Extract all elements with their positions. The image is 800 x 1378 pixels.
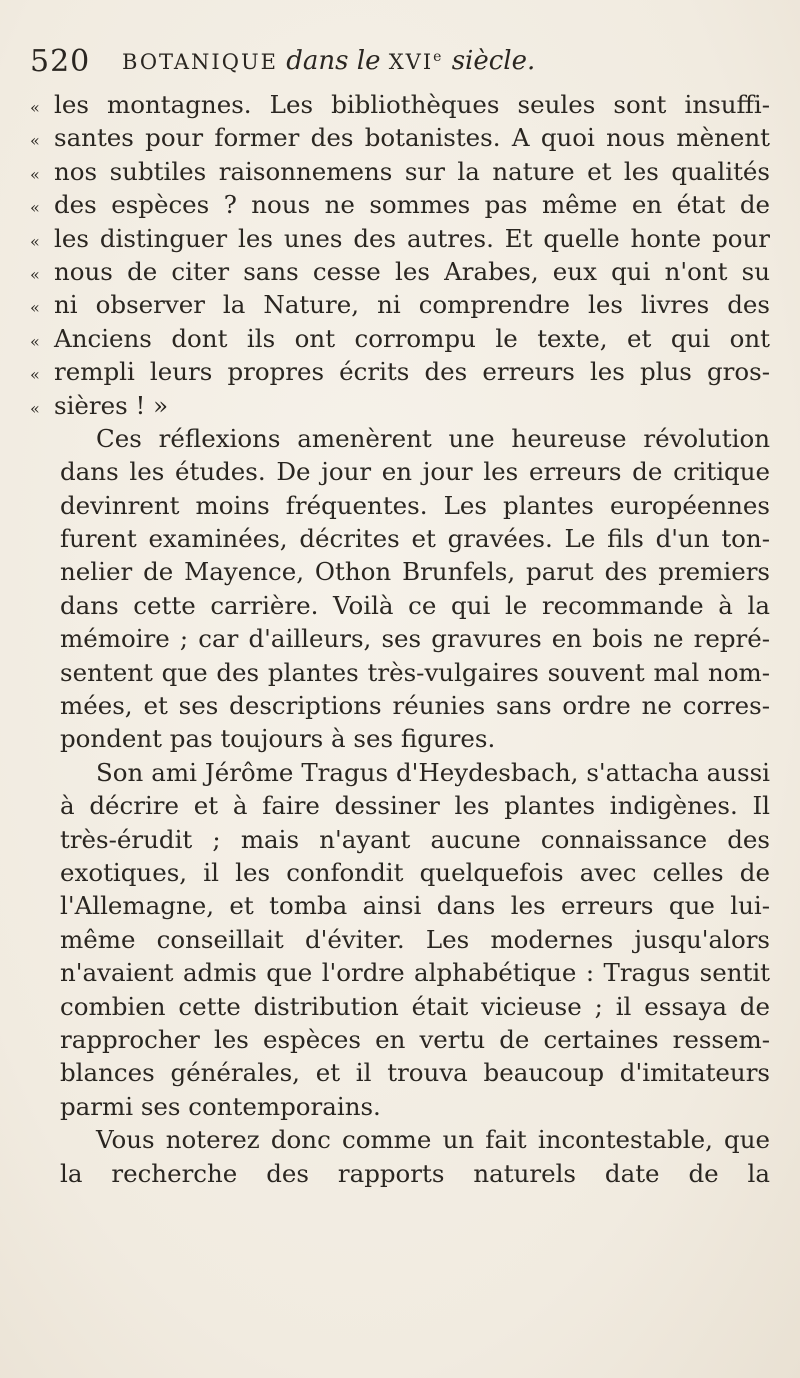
text-line <box>30 355 770 388</box>
text-line <box>30 990 770 1023</box>
running-title <box>122 46 535 76</box>
text-line <box>30 689 770 722</box>
text-line <box>30 956 770 989</box>
quote-mark: « <box>30 264 40 284</box>
text-line <box>30 823 770 856</box>
running-title-italic-1: dans le <box>286 46 381 76</box>
line-text: rempli leurs propres écrits des erreurs les plus gros- <box>54 357 770 387</box>
line-text: nelier de Mayence, Othon Brunfels, parut des premiers <box>60 557 770 587</box>
text-line <box>30 1157 770 1190</box>
line-text: n'avaient admis que l'ordre alphabétique : Tragus sentit <box>60 958 770 988</box>
text-line <box>30 322 770 355</box>
line-text: Anciens dont ils ont corrompu le texte, et qui ont <box>54 323 770 353</box>
text-line <box>30 455 770 488</box>
text-line <box>30 1090 770 1123</box>
line-text: l'Allemagne, et tomba ainsi dans les erreurs que lui- <box>60 891 770 921</box>
quote-mark: « <box>30 365 40 385</box>
line-text: mées, et ses descriptions réunies sans ordre ne corres- <box>60 691 770 721</box>
line-text: les montagnes. Les bibliothèques seules sont insuffi- <box>54 90 770 119</box>
running-title-century: XVIe <box>388 49 444 74</box>
line-text: pondent pas toujours à ses figures. <box>60 724 496 754</box>
line-text: mémoire ; car d'ailleurs, ses gravures en bois ne repré- <box>60 624 770 654</box>
quote-mark: « <box>30 331 40 351</box>
text-line <box>30 1023 770 1056</box>
text-line <box>30 722 770 755</box>
quote-mark: « <box>30 131 40 151</box>
quote-mark: « <box>30 398 40 418</box>
text-line <box>30 555 770 588</box>
line-text: Ces réflexions amenèrent une heureuse révolution <box>96 423 770 453</box>
text-line <box>30 889 770 922</box>
line-text: santes pour former des botanistes. A quoi nous mènent <box>54 123 770 153</box>
text-line <box>30 522 770 555</box>
text-line <box>30 288 770 321</box>
line-text: Son ami Jérôme Tragus d'Heydesbach, s'attacha aussi <box>96 757 770 787</box>
text-line <box>30 756 770 789</box>
text-line <box>30 422 770 455</box>
line-text: combien cette distribution était vicieuse ; il essaya de <box>60 991 770 1021</box>
line-text: nos subtiles raisonnemens sur la nature et les qualités <box>54 156 770 186</box>
line-text: sières ! » <box>54 390 169 420</box>
text-line <box>30 656 770 689</box>
text-line <box>30 622 770 655</box>
text-line <box>30 155 770 188</box>
line-text: blances générales, et il trouva beaucoup d'imitateurs <box>60 1058 770 1088</box>
quote-mark: « <box>30 98 40 117</box>
line-text: très-érudit ; mais n'ayant aucune connaissance des <box>60 824 770 854</box>
line-text: les distinguer les unes des autres. Et quelle honte pour <box>54 223 770 253</box>
text-line <box>30 589 770 622</box>
page-number: 520 <box>30 44 91 79</box>
line-text: exotiques, il les confondit quelquefois avec celles de <box>60 857 770 887</box>
line-text: rapprocher les espèces en vertu de certaines ressem- <box>60 1024 770 1054</box>
quote-mark: « <box>30 164 40 184</box>
line-text: des espèces ? nous ne sommes pas même en état de <box>54 190 770 220</box>
line-text: à décrire et à faire dessiner les plantes indigènes. Il <box>60 791 770 821</box>
text-line <box>30 389 770 422</box>
line-text: dans cette carrière. Voilà ce qui le recommande à la <box>60 590 770 620</box>
line-text: furent examinées, décrites et gravées. Le fils d'un ton- <box>60 524 770 554</box>
text-line <box>30 1123 770 1156</box>
line-text: ni observer la Nature, ni comprendre les livres des <box>54 290 770 320</box>
body-text <box>30 88 770 1190</box>
line-text: la recherche des rapports naturels date de la <box>60 1158 770 1188</box>
quote-mark: « <box>30 298 40 318</box>
line-text: dans les études. De jour en jour les erreurs de critique <box>60 457 770 487</box>
text-line <box>30 188 770 221</box>
text-line <box>30 255 770 288</box>
quote-mark: « <box>30 198 40 218</box>
line-text: parmi ses contemporains. <box>60 1091 381 1121</box>
text-line <box>30 489 770 522</box>
text-line <box>30 856 770 889</box>
page-header <box>30 44 770 84</box>
line-text: nous de citer sans cesse les Arabes, eux qui n'ont su <box>54 256 770 286</box>
text-line <box>30 1056 770 1089</box>
quote-mark: « <box>30 231 40 251</box>
line-text: devinrent moins fréquentes. Les plantes européennes <box>60 490 770 520</box>
text-line <box>30 789 770 822</box>
text-line <box>30 222 770 255</box>
line-text: même conseillait d'éviter. Les modernes jusqu'alors <box>60 924 770 954</box>
text-line <box>30 121 770 154</box>
running-title-smallcaps: BOTANIQUE <box>122 50 278 74</box>
text-line <box>30 923 770 956</box>
running-title-italic-2: siècle. <box>451 46 536 76</box>
line-text: sentent que des plantes très-vulgaires souvent mal nom- <box>60 657 770 687</box>
line-text: Vous noterez donc comme un fait incontestable, que <box>96 1125 770 1155</box>
text-line <box>30 88 770 121</box>
